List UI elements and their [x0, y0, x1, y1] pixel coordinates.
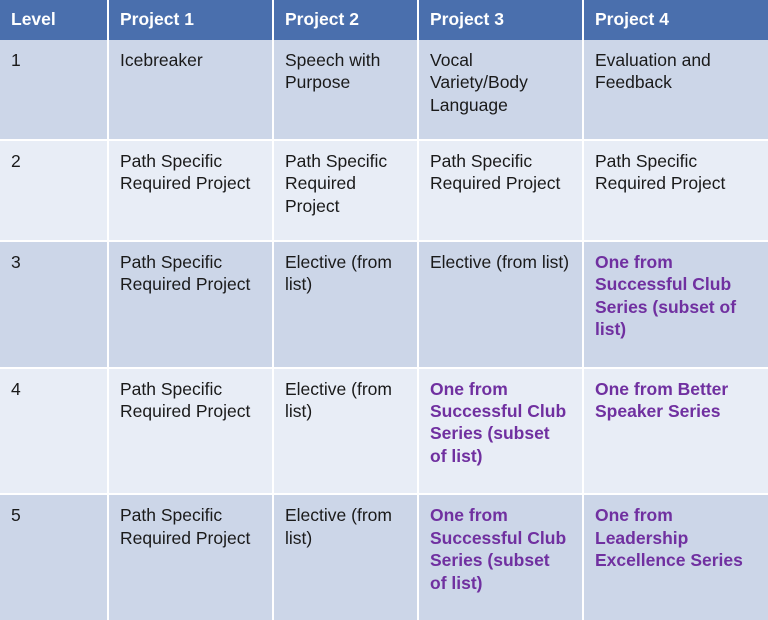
table-row: [0, 494, 768, 620]
project-1-cell: Path Specific Required Project: [108, 140, 273, 241]
header-row: [0, 0, 768, 40]
project-3-cell: Vocal Variety/Body Language: [418, 40, 583, 140]
level-cell: 3: [0, 241, 108, 368]
column-header-level: Level: [0, 0, 108, 40]
project-3-cell: One from Successful Club Series (subset of list): [418, 494, 583, 620]
project-2-cell: Elective (from list): [273, 494, 418, 620]
project-1-cell: Path Specific Required Project: [108, 241, 273, 368]
project-2-cell: Elective (from list): [273, 368, 418, 495]
level-cell: 4: [0, 368, 108, 495]
column-header-project-3: Project 3: [418, 0, 583, 40]
project-4-cell: Evaluation and Feedback: [583, 40, 768, 140]
column-header-project-1: Project 1: [108, 0, 273, 40]
project-4-cell: Path Specific Required Project: [583, 140, 768, 241]
table-row: [0, 241, 768, 368]
project-2-cell: Speech with Purpose: [273, 40, 418, 140]
column-header-project-2: Project 2: [273, 0, 418, 40]
project-4-cell: One from Successful Club Series (subset of list): [583, 241, 768, 368]
table-header: [0, 0, 768, 40]
project-4-cell: One from Leadership Excellence Series: [583, 494, 768, 620]
table-row: [0, 40, 768, 140]
project-4-cell: One from Better Speaker Series: [583, 368, 768, 495]
project-3-cell: One from Successful Club Series (subset of list): [418, 368, 583, 495]
project-1-cell: Icebreaker: [108, 40, 273, 140]
column-header-project-4: Project 4: [583, 0, 768, 40]
level-cell: 1: [0, 40, 108, 140]
table-row: [0, 368, 768, 495]
level-cell: 5: [0, 494, 108, 620]
project-1-cell: Path Specific Required Project: [108, 368, 273, 495]
project-3-cell: Elective (from list): [418, 241, 583, 368]
level-cell: 2: [0, 140, 108, 241]
project-2-cell: Path Specific Required Project: [273, 140, 418, 241]
project-3-cell: Path Specific Required Project: [418, 140, 583, 241]
project-1-cell: Path Specific Required Project: [108, 494, 273, 620]
project-2-cell: Elective (from list): [273, 241, 418, 368]
table-body: [0, 40, 768, 620]
table-row: [0, 140, 768, 241]
